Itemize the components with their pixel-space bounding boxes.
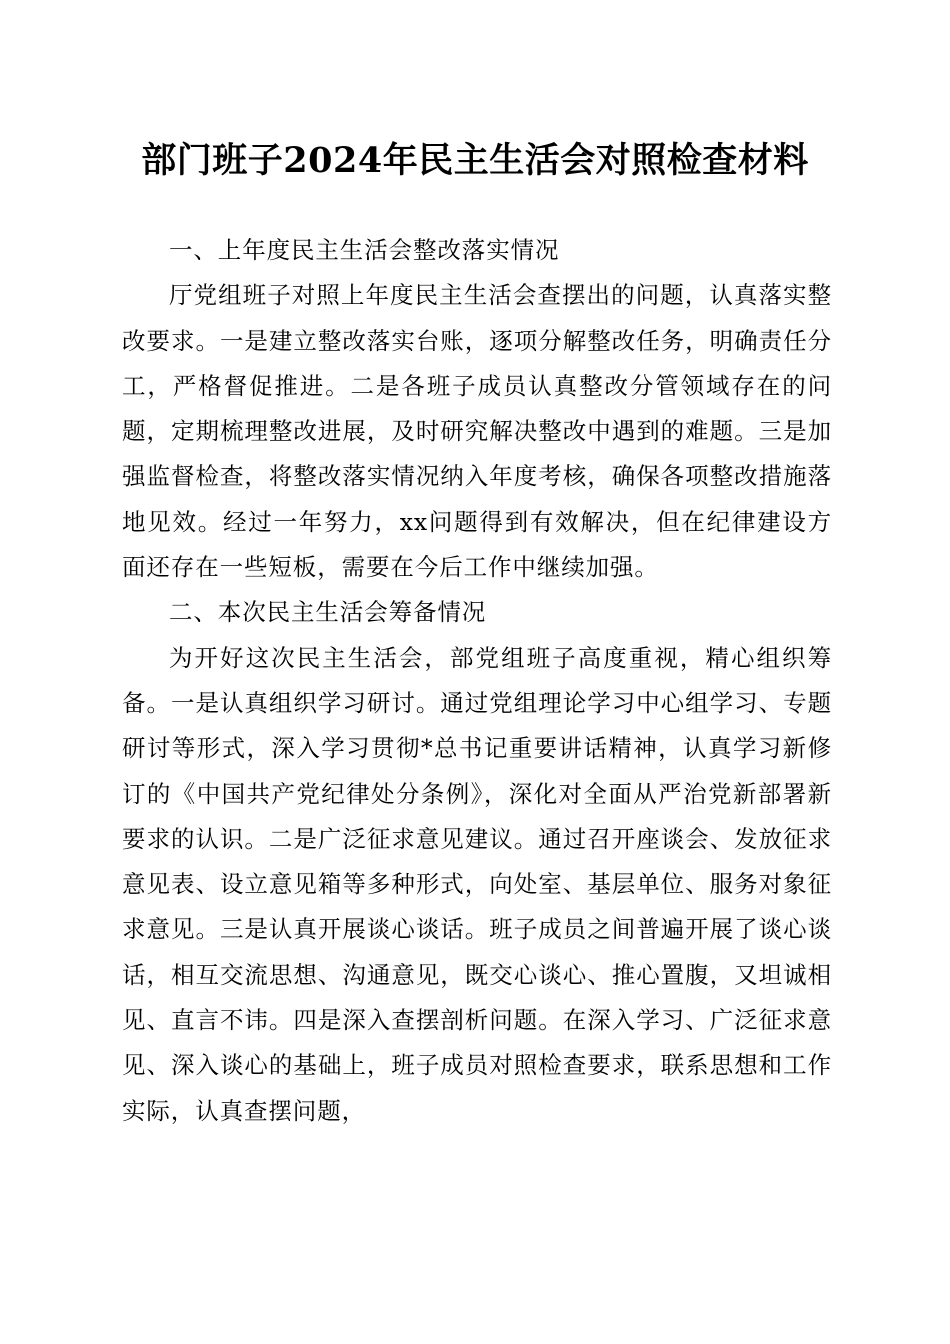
section-heading-2: 二、本次民主生活会筹备情况 bbox=[169, 598, 487, 627]
section-heading-1: 一、上年度民主生活会整改落实情况 bbox=[169, 236, 560, 264]
document-title: 部门班子2024年民主生活会对照检查材料 bbox=[141, 140, 809, 181]
section-paragraph-1: 厅党组班子对照上年度民主生活会查摆出的问题，认真落实整改要求。一是建立整改落实台账，逐项分解整改任务，明确责任分工，严格督促推进。二是各班子成员认真整改分管领域存在的问题，定期梳理整改进展，及时研究解决整改中遇到的难题。三是加强监督检查，将整改落实情况纳入年度考核，确保各项整改措施落地见效。经过一年努力，xx问题得到有效解决，但在纪律建设方面还存在一些短板，需要在今后工作中继续加强。 bbox=[122, 281, 832, 582]
section-paragraph-2: 为开好这次民主生活会，部党组班子高度重视，精心组织筹备。一是认真组织学习研讨。通过党组理论学习中心组学习、专题研讨等形式，深入学习贯彻*总书记重要讲话精神，认真学习新修订的《中国共产党纪律处分条例》，深化对全面从严治党新部署新要求的认识。二是广泛征求意见建议。通过召开座谈会、发放征求意见表、设立意见箱等多种形式，向处室、基层单位、服务对象征求意见。三是认真开展谈心谈话。班子成员之间普遍开展了谈心谈话，相互交流思想、沟通意见，既交心谈心、推心置腹，又坦诚相见、直言不讳。四是深入查摆剖析问题。在深入学习、广泛征求意见、深入谈心的基础上，班子成员对照检查要求，联系思想和工作实际，认真查摆问题， bbox=[122, 643, 832, 1125]
document-body bbox=[122, 228, 832, 1134]
